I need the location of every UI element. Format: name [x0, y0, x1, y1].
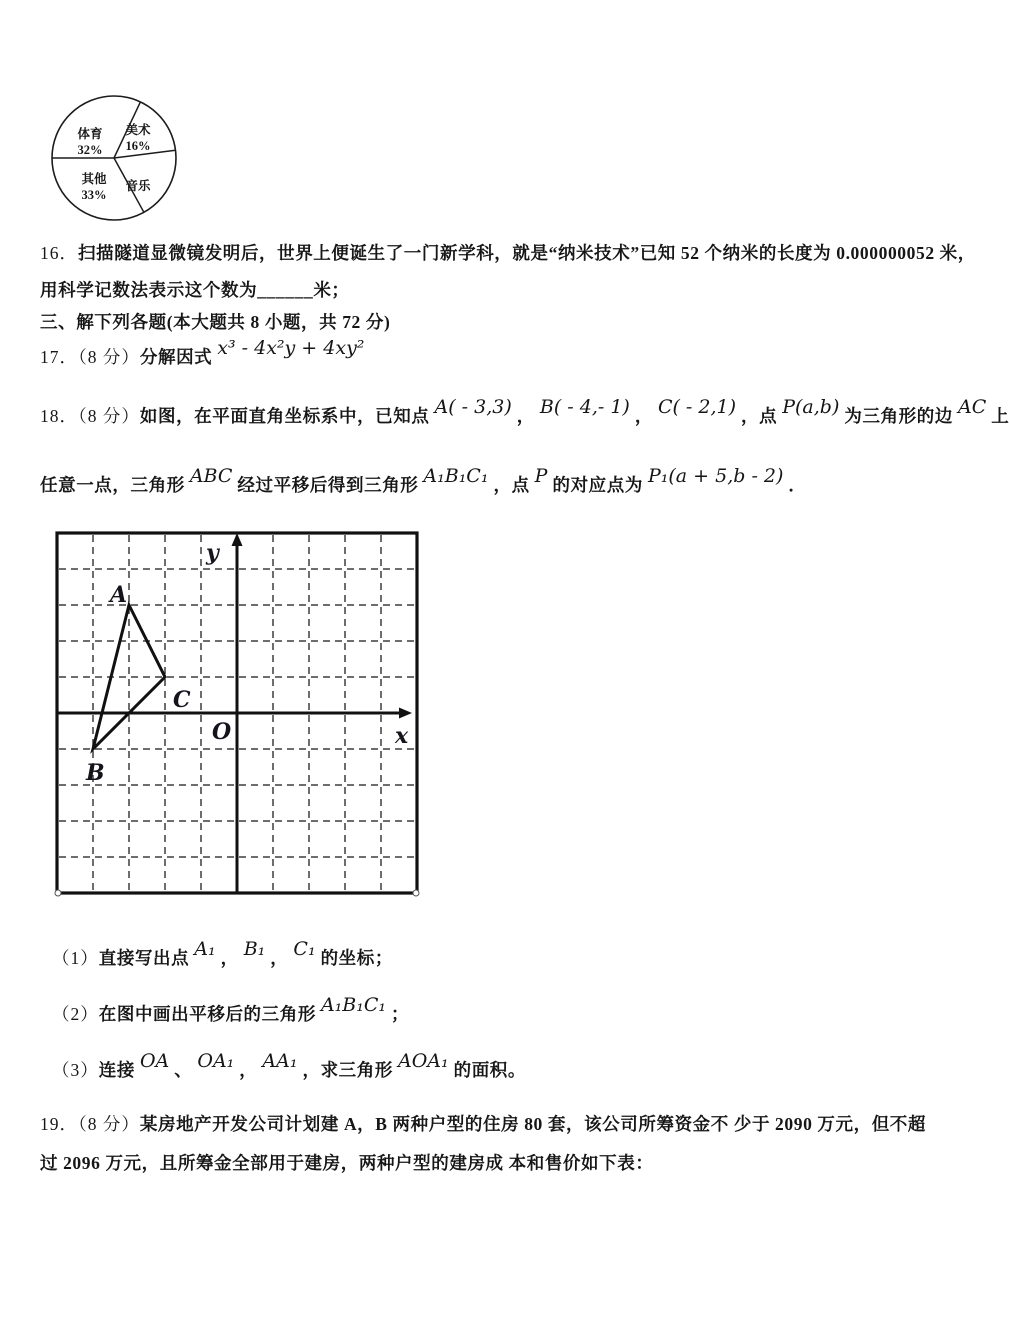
question-18-text: 上 [991, 406, 1009, 426]
separator: 、 [174, 1060, 193, 1080]
pie-slice-name: 音乐 [125, 179, 151, 193]
sub-3-number: （3） [52, 1060, 99, 1080]
corner-handle-right [413, 890, 419, 896]
y-axis-label: y [206, 540, 219, 566]
coordinate-grid-figure [56, 531, 419, 897]
question-18-sub-2 [52, 994, 410, 1026]
pie-slice-name: 体育 [77, 127, 103, 141]
question-16-text: 扫描隧道显微镜发明后，世界上便诞生了一门新学科，就是“纳米技术”已知 52 个纳米的长度为 0.000000052 米， [78, 243, 976, 263]
triangle-AOA1: AOA₁ [397, 1050, 449, 1072]
segment-OA: OA [139, 1050, 170, 1072]
point-B1: B₁ [243, 938, 266, 960]
pie-label-music [116, 178, 160, 194]
question-19-text: 某房地产开发公司计划建 A，B 两种户型的住房 80 套，该公司所筹资金不 少于 2090 万元，但不超 [139, 1114, 927, 1134]
pie-slice-percent: 16% [125, 139, 151, 154]
answer-blank: ______ [257, 280, 314, 300]
period: ． [788, 475, 807, 495]
question-18-text: ，点 [493, 475, 530, 495]
point-A-coords: A( - 3,3) [434, 396, 512, 418]
question-16-number: 16． [40, 243, 78, 263]
question-16-line-2 [40, 278, 350, 302]
vertex-label-A: A [110, 582, 128, 608]
question-18-sub-1 [52, 938, 393, 970]
question-16-line-1 [40, 241, 976, 265]
sub-3-text: 连接 [98, 1060, 135, 1080]
vertex-label-C: C [173, 687, 191, 713]
triangle-ABC: ABC [189, 465, 233, 487]
pie-label-sports [66, 126, 114, 159]
question-16-text-continued: 用科学记数法表示这个数为 [40, 280, 258, 300]
point-P-coords: P(a,b) [782, 396, 840, 418]
pie-label-other [70, 171, 118, 204]
question-18-text: 为三角形的边 [844, 406, 953, 426]
section-3-title: 三、解下列各题(本大题共 8 小题，共 72 分) [40, 312, 391, 332]
question-18-line-2 [40, 465, 807, 497]
x-axis-label: x [395, 723, 409, 749]
question-17-text: 分解因式 [139, 347, 213, 367]
question-19-line-1 [40, 1112, 926, 1136]
question-18-text: ，点 [741, 406, 778, 426]
question-19-line-2 [40, 1151, 653, 1175]
coordinate-grid-svg [56, 531, 419, 897]
point-P: P [534, 465, 548, 487]
segment-OA1: OA₁ [197, 1050, 235, 1072]
question-17-line [40, 337, 369, 369]
point-C1: C₁ [293, 938, 316, 960]
vertex-label-B: B [86, 760, 105, 786]
sub-1-text: 的坐标； [320, 948, 393, 968]
x-axis-arrow [399, 708, 412, 719]
question-17-formula: x³ - 4x²y + 4xy² [217, 337, 365, 359]
separator: ， [220, 948, 239, 968]
question-18-text: 的对应点为 [552, 475, 643, 495]
question-18-number: 18．（8 分） [40, 406, 140, 426]
question-17-number: 17．（8 分） [40, 347, 140, 367]
segment-AC: AC [957, 396, 987, 418]
separator: ， [239, 1060, 258, 1080]
sub-2-text: 在图中画出平移后的三角形 [98, 1004, 316, 1024]
pie-slice-percent: 32% [77, 143, 103, 158]
separator: ； [391, 1004, 410, 1024]
point-P1-coords: P₁(a + 5,b - 2) [647, 465, 784, 487]
separator: ， [634, 406, 653, 426]
pie-slice-percent: 33% [81, 188, 107, 203]
question-18-text: 如图，在平面直角坐标系中，已知点 [139, 406, 430, 426]
sub-3-text: 的面积。 [453, 1060, 527, 1080]
question-19-number: 19．（8 分） [40, 1114, 140, 1134]
question-19-text-continued: 过 2096 万元，且所筹金全部用于建房，两种户型的建房成 本和售价如下表： [40, 1153, 654, 1173]
y-axis-arrow [232, 533, 243, 546]
pie-slice-name: 美术 [125, 123, 151, 137]
separator: ， [516, 406, 535, 426]
sub-2-number: （2） [52, 1004, 99, 1024]
sub-3-text: ，求三角形 [302, 1060, 393, 1080]
sub-1-text: 直接写出点 [98, 948, 190, 968]
pie-chart-svg [48, 92, 184, 228]
section-3-header [40, 310, 390, 334]
origin-label: O [212, 719, 232, 745]
question-18-line-1 [40, 396, 1009, 428]
sub-1-number: （1） [52, 948, 99, 968]
point-A1: A₁ [194, 938, 216, 960]
pie-slice-name: 其他 [81, 172, 107, 186]
point-B-coords: B( - 4,- 1) [539, 396, 630, 418]
survey-pie-chart [48, 92, 184, 228]
segment-AA1: AA₁ [262, 1050, 298, 1072]
triangle-A1B1C1: A₁B₁C₁ [423, 465, 489, 487]
question-18-text: 任意一点，三角形 [40, 475, 185, 495]
question-18-sub-3 [52, 1050, 527, 1082]
corner-handle-left [55, 890, 61, 896]
pie-label-art [114, 122, 162, 155]
question-16-unit: 米； [313, 280, 350, 300]
separator: ， [270, 948, 289, 968]
point-C-coords: C( - 2,1) [657, 396, 737, 418]
question-18-text: 经过平移后得到三角形 [237, 475, 419, 495]
triangle-A1B1C1: A₁B₁C₁ [320, 994, 387, 1016]
